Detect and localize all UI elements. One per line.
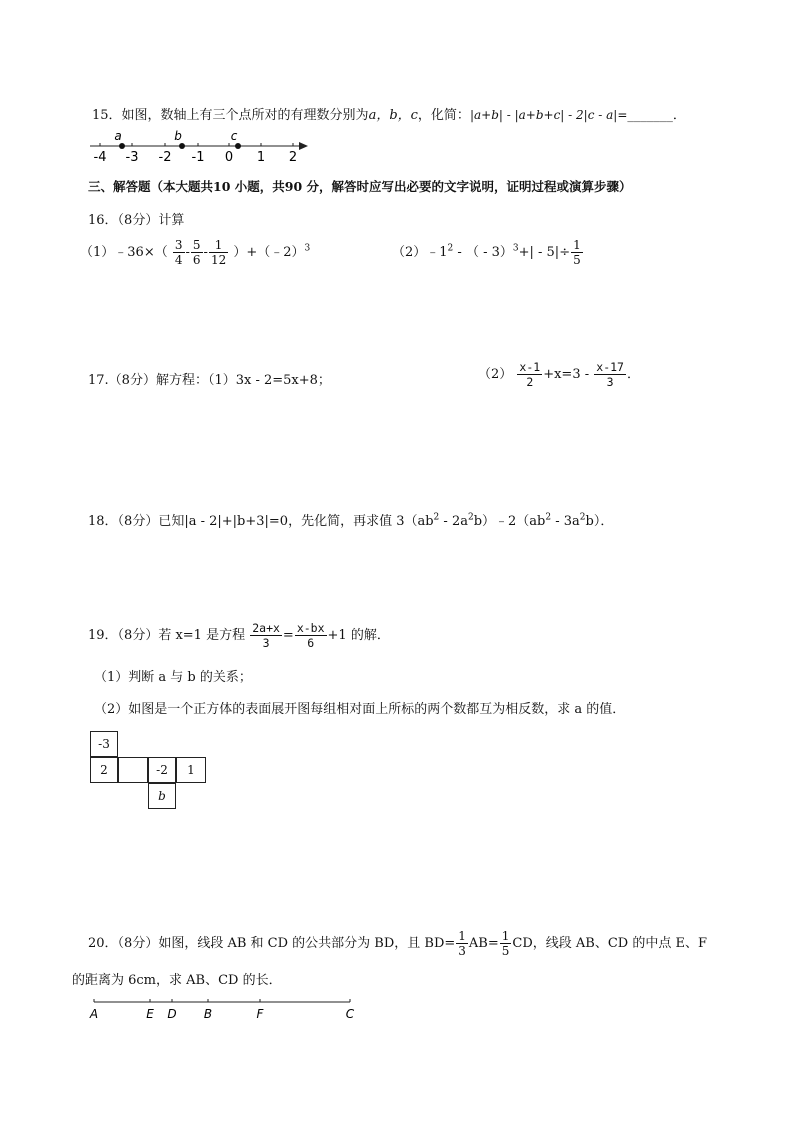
segment-diagram (84, 994, 364, 1026)
q19-sub1: （1）判断 a 与 b 的关系； (94, 670, 252, 685)
q20-line2: 的距离为 6cm，求 AB、CD 的长． (72, 973, 282, 988)
net-cell: 2 (90, 757, 118, 783)
axis-tick-label: -1 (191, 150, 205, 165)
segment-point-label: C (345, 1007, 355, 1021)
axis-tick-label: -4 (93, 150, 107, 165)
axis-tick-label: -3 (125, 150, 139, 165)
section-3-title: 三、解答题（本大题共10 小题，共90 分，解答时应写出必要的文字说明，证明过程或演算步骤） (88, 179, 632, 194)
fraction: $\frac{x-bx}{6}$ (296, 621, 325, 650)
q19-sub2: （2）如图是一个正方体的表面展开图每组相对面上所标的两个数都互为相反数，求 a 的值． (94, 702, 626, 717)
axis-point (235, 143, 241, 149)
axis-tick-label: 0 (224, 150, 234, 165)
fraction: $\frac{x-17}{3}$ (596, 360, 624, 389)
q15-text: 15．如图，数轴上有三个点所对的有理数分别为a，b，c，化简：|a+b| - |a+b+c| - 2|c - a|=_______． (92, 108, 686, 123)
axis-point-label: b (174, 129, 182, 143)
q17-header: 17.（8分）解方程：（1）3x - 2=5x+8； (88, 373, 331, 388)
fraction: $\frac{1}{5}$ (573, 238, 581, 267)
segment-point-label: F (256, 1007, 264, 1021)
fraction: $\frac{3}{4}$ (174, 238, 183, 267)
q16-header: 16．（8分）计算 (88, 213, 185, 228)
segment-point-label: A (89, 1007, 99, 1021)
fraction: $\frac{2a+x}{3}$ (252, 621, 280, 650)
number-line (86, 126, 316, 168)
fraction: $\frac{1}{3}$ (458, 929, 466, 958)
segment-point-label: B (203, 1007, 213, 1021)
fraction: $\frac{1}{12}$ (210, 238, 227, 267)
axis-point-label: c (230, 129, 238, 143)
axis-point (179, 143, 185, 149)
net-cell: b (148, 783, 176, 809)
fraction: $\frac{x-1}{2}$ (519, 360, 541, 389)
q16-part2: $(2)﹣1^2$ - （ - 3）$^3$+| - 5|÷ $\frac{1}{5}$ (392, 238, 581, 267)
net-cell: -2 (148, 757, 176, 783)
segment-point-label: D (167, 1007, 177, 1021)
axis-tick-label: -2 (158, 150, 172, 165)
net-cell (118, 757, 148, 783)
axis-tick-label: 1 (256, 150, 266, 165)
fraction: $\frac{5}{6}$ (192, 238, 201, 267)
net-cell: 1 (176, 757, 206, 783)
net-cell: -3 (90, 731, 118, 757)
q16-part1: （1）﹣36×（ $\frac{3}{4}$ - $\frac{5}{6}$ - $\frac{1}{12}$ ）+（﹣2）$^3$ (80, 238, 311, 267)
fraction: $\frac{1}{5}$ (501, 929, 510, 958)
axis-point (119, 143, 125, 149)
segment-point-label: E (146, 1007, 154, 1021)
axis-point-label: a (114, 129, 122, 143)
q20-line1: 20．（8分）如图，线段 AB 和 CD 的公共部分为 BD，且 BD= $\frac{1}{3}$ AB= $\frac{1}{5}$ CD，线段 AB、CD 的中点 E、F (88, 929, 707, 958)
q18-text: 18．（8分）已知|a - 2|+|b+3|=0，先化简，再求值 $3(ab^2$ - $2a^2b)﹣2(ab^2 - 3a^2b)$． (88, 512, 614, 529)
q17-part2: （2） $\frac{x-1}{2}$ +x=3 - $\frac{x-17}{3}$ ． (478, 360, 640, 389)
q19-text: 19．（8分）若 x=1 是方程 $\frac{2a+x}{3}$ = $\frac{x-bx}{6}$ +1 的解． (88, 621, 390, 650)
axis-tick-label: 2 (288, 150, 298, 165)
